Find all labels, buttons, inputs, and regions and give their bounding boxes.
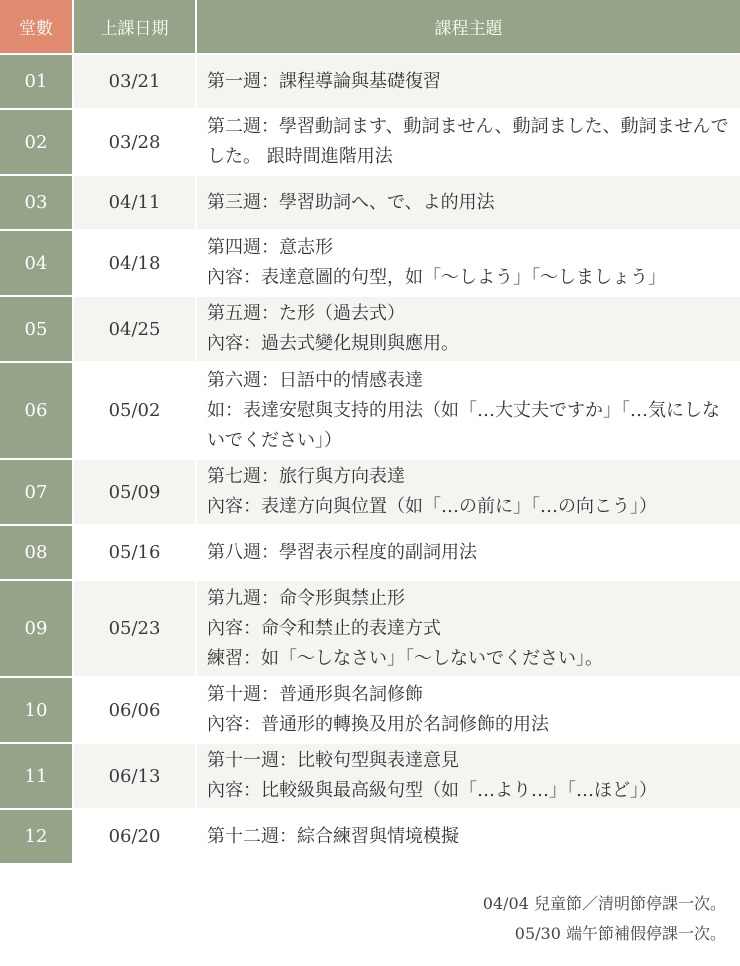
topic-line: 第八週：學習表示程度的副詞用法 [207,541,477,563]
class-date: 05/09 [74,460,197,526]
course-topic [197,55,740,110]
session-number: 07 [0,460,74,526]
class-date: 04/11 [74,176,197,231]
topic-line: 內容：命令和禁止的表達方式 [207,617,441,639]
topic-line: 第五週：た形（過去式） [207,303,405,324]
table-row [0,363,740,460]
class-date: 06/20 [74,810,197,865]
topic-line: 第九週：命令形與禁止形 [207,587,405,609]
class-date: 06/06 [74,678,197,744]
topic-line: 第十週：普通形與名詞修飾 [207,684,423,705]
table-row [0,581,740,678]
table-row [0,297,740,363]
course-topic [197,810,740,865]
topic-line: 內容：普通形的轉換及用於名詞修飾的用法 [207,714,549,735]
note-holiday-1: 04/04 兒童節／清明節停課一次。 [482,894,726,913]
table-row [0,678,740,744]
course-topic [197,678,740,744]
table-row [0,744,740,810]
topic-line: 第二週：學習動詞ます、動詞ません、動詞ました、動詞ませんでした。 跟時間進階用法 [207,116,729,167]
topic-line: 第三週：學習助詞へ、で、よ的用法 [207,191,495,213]
session-number: 04 [0,231,74,297]
table-row [0,55,740,110]
class-date: 04/18 [74,231,197,297]
class-date: 05/16 [74,526,197,581]
session-number: 02 [0,110,74,176]
course-topic [197,744,740,810]
session-number: 11 [0,744,74,810]
course-topic [197,297,740,363]
session-number: 01 [0,55,74,110]
course-topic [197,110,740,176]
header-course-topic: 課程主題 [197,0,740,55]
table-row [0,810,740,865]
topic-line: 第一週：課程導論與基礎復習 [207,70,441,92]
session-number: 06 [0,363,74,460]
topic-line: 內容：比較級與最高級句型（如「…より…」「…ほど」） [207,780,657,801]
note-holiday-2: 05/30 端午節補假停課一次。 [514,924,726,943]
table-row [0,526,740,581]
session-number: 12 [0,810,74,865]
topic-line: 內容：過去式變化規則與應用。 [207,333,459,354]
course-topic [197,176,740,231]
topic-line: 第六週：日語中的情感表達 [207,369,423,391]
class-date: 04/25 [74,297,197,363]
header-class-date: 上課日期 [74,0,197,55]
class-date: 05/02 [74,363,197,460]
topic-line: 第十二週：綜合練習與情境模擬 [207,825,459,847]
course-topic [197,526,740,581]
session-number: 03 [0,176,74,231]
table-row [0,176,740,231]
table-row [0,231,740,297]
course-topic [197,363,740,460]
class-date: 03/28 [74,110,197,176]
session-number: 10 [0,678,74,744]
course-topic [197,460,740,526]
session-number: 08 [0,526,74,581]
table-header-row [0,0,740,55]
schedule-notes [0,889,740,949]
topic-line: 練習：如「〜しなさい」「〜しないでください」。 [207,647,603,669]
session-number: 09 [0,581,74,678]
topic-line: 第十一週：比較句型與表達意見 [207,750,459,771]
course-topic [197,581,740,678]
topic-line: 第七週：旅行與方向表達 [207,466,405,487]
table-row [0,460,740,526]
session-number: 05 [0,297,74,363]
class-date: 05/23 [74,581,197,678]
topic-line: 內容：表達方向與位置（如「…の前に」「…の向こう」） [207,496,657,517]
schedule-body [0,55,740,865]
table-row [0,110,740,176]
topic-line: 內容：表達意圖的句型，如「〜しよう」「〜しましょう」 [207,267,666,288]
class-date: 06/13 [74,744,197,810]
topic-line: 第四週：意志形 [207,237,333,258]
header-session-number: 堂數 [0,0,74,55]
course-topic [197,231,740,297]
topic-line: 如：表達安慰與支持的用法（如「…大丈夫ですか」「…気にしないでください」） [207,399,720,451]
class-date: 03/21 [74,55,197,110]
